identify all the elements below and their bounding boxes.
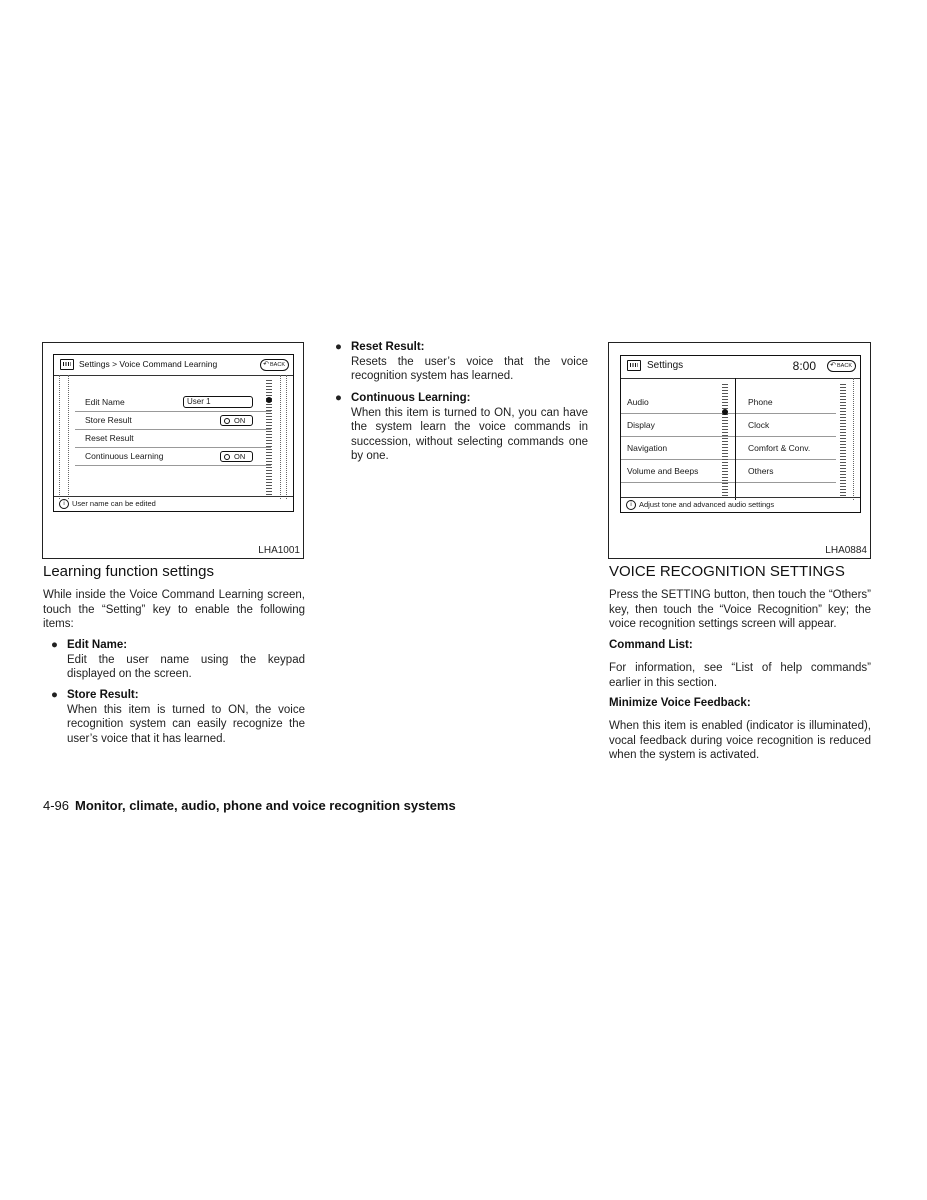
bullet-reset-result <box>335 340 588 384</box>
left-scrollbar-thumb[interactable] <box>722 409 728 415</box>
figure-voice-command-learning <box>42 342 304 559</box>
bullet-title: Reset Result: <box>351 341 425 353</box>
subheading-command-list: Command List: <box>609 639 693 651</box>
screen-voice-command-learning <box>53 354 294 512</box>
menu-item-audio[interactable] <box>621 390 735 414</box>
footer-text: User name can be edited <box>72 499 156 508</box>
figure-label: LHA0884 <box>825 545 867 556</box>
left-scrollbar-track[interactable] <box>722 382 728 496</box>
figure-label: LHA1001 <box>258 545 300 556</box>
indicator-icon <box>224 454 230 460</box>
info-icon: i <box>59 499 69 509</box>
menu-item-navigation[interactable] <box>621 436 735 460</box>
menu-item-clock[interactable] <box>736 413 836 437</box>
voice-intro-paragraph: Press the SETTING button, then touch the “Others” key, then touch the “Voice Recognition” key; the voice recognition settings screen will appear. <box>609 589 871 630</box>
bullet-title: Store Result: <box>67 689 139 701</box>
right-rail-outer <box>286 375 287 499</box>
section-heading-learning: Learning function settings <box>43 563 214 580</box>
menu-item-display[interactable] <box>621 413 735 437</box>
bullet-edit-name <box>51 638 305 682</box>
bullet-title: Edit Name: <box>67 639 128 651</box>
menu-item-label: Others <box>748 466 774 476</box>
row-label: Reset Result <box>85 433 134 443</box>
bullet-store-result <box>51 688 305 746</box>
row-label: Store Result <box>85 415 132 425</box>
section-title: Monitor, climate, audio, phone and voice recognition systems <box>75 798 456 813</box>
scrollbar-thumb[interactable] <box>266 397 272 403</box>
list-item-store-result[interactable] <box>75 411 271 430</box>
left-rail <box>59 375 60 499</box>
intro-paragraph: While inside the Voice Command Learning screen, touch the “Setting” key to enable the following items: <box>43 589 305 630</box>
menu-item-label: Audio <box>627 397 649 407</box>
menu-item-label: Clock <box>748 420 770 430</box>
menu-item-comfort-conv[interactable] <box>736 436 836 460</box>
menu-item-label: Comfort & Conv. <box>748 443 811 453</box>
list-item-edit-name[interactable] <box>75 393 271 412</box>
bullet-icon: ● <box>51 689 58 701</box>
continuous-learning-toggle[interactable] <box>220 451 253 462</box>
screen-title: Settings <box>647 360 684 371</box>
screen-settings <box>620 355 861 513</box>
bullet-icon: ● <box>51 639 58 651</box>
right-menu <box>736 378 836 500</box>
bullet-text: Edit the user name using the keypad displayed on the screen. <box>67 653 305 680</box>
row-label: Continuous Learning <box>85 451 164 461</box>
info-icon: i <box>626 500 636 510</box>
screen-header <box>54 355 293 376</box>
right-rail <box>280 375 281 499</box>
bullet-icon: ● <box>335 392 342 404</box>
menu-item-label: Volume and Beeps <box>627 466 699 476</box>
settings-list <box>75 375 271 499</box>
back-arrow-icon: ↶ <box>830 362 837 369</box>
bullet-text: When this item is turned to ON, the voice recognition system can easily recognize the user’s voice that it has learned. <box>67 703 305 745</box>
bullet-icon: ● <box>335 341 342 353</box>
menu-item-volume-and-beeps[interactable] <box>621 459 735 483</box>
menu-item-others[interactable] <box>736 459 836 483</box>
screen-footer <box>621 497 860 512</box>
list-item-continuous-learning[interactable] <box>75 447 271 466</box>
page-footer <box>43 798 456 813</box>
row-label: Edit Name <box>85 397 125 407</box>
left-rail-inner <box>68 375 69 499</box>
clock-display: 8:00 <box>792 359 816 373</box>
menu-item-label: Navigation <box>627 443 668 453</box>
bullet-text: Resets the user’s voice that the voice recognition system has learned. <box>351 355 588 382</box>
right-scrollbar-track[interactable] <box>840 382 846 496</box>
breadcrumb: Settings > Voice Command Learning <box>79 359 218 369</box>
command-list-text: For information, see “List of help commands” earlier in this section. <box>609 662 871 689</box>
back-label: BACK <box>270 362 285 368</box>
menu-item-phone[interactable] <box>736 390 836 414</box>
bullet-continuous-learning <box>335 391 588 464</box>
bullet-title: Continuous Learning: <box>351 392 471 404</box>
subheading-minimize-voice-feedback: Minimize Voice Feedback: <box>609 697 751 709</box>
back-button[interactable] <box>827 360 856 372</box>
menu-icon[interactable] <box>627 360 641 371</box>
back-arrow-icon: ↶ <box>263 361 270 368</box>
menu-item-label: Display <box>627 420 655 430</box>
screen-footer <box>54 496 293 511</box>
section-heading-voice-recognition: VOICE RECOGNITION SETTINGS <box>609 563 845 580</box>
toggle-label: ON <box>234 416 246 425</box>
screen-header <box>621 356 860 379</box>
left-menu <box>621 378 735 500</box>
indicator-icon <box>224 418 230 424</box>
back-button[interactable] <box>260 359 289 371</box>
store-result-toggle[interactable] <box>220 415 253 426</box>
user-name-field[interactable]: User 1 <box>183 396 253 408</box>
toggle-label: ON <box>234 452 246 461</box>
back-label: BACK <box>837 363 852 369</box>
page-number: 4-96 <box>43 798 70 813</box>
menu-item-label: Phone <box>748 397 773 407</box>
figure-settings-screen <box>608 342 871 559</box>
right-rail <box>853 378 854 500</box>
bullet-text: When this item is turned to ON, you can have the system learn the voice commands in succession, without selecting commands one by one. <box>351 406 588 462</box>
list-item-reset-result[interactable] <box>75 429 271 448</box>
minimize-voice-feedback-text: When this item is enabled (indicator is illuminated), vocal feedback during voice recognition is reduced when the system is activated. <box>609 720 871 761</box>
menu-icon[interactable] <box>60 359 74 370</box>
footer-text: Adjust tone and advanced audio settings <box>639 500 775 509</box>
